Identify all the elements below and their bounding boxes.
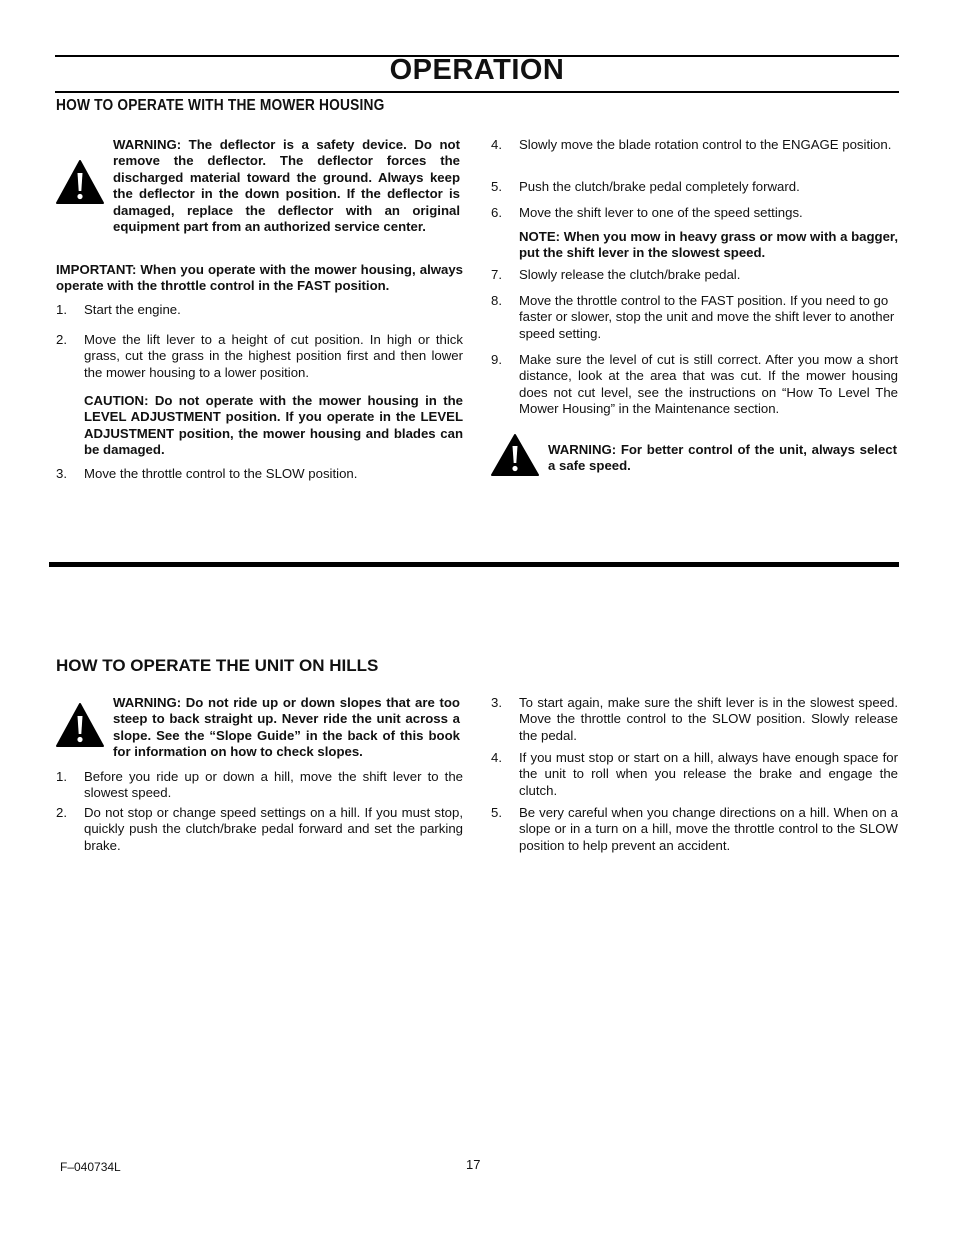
note-heavy-grass: NOTE: When you mow in heavy grass or mow with a bagger, put the shift lever in the slowest speed. (519, 229, 898, 261)
list-item: 4. Slowly move the blade rotation control to the ENGAGE position. (491, 137, 892, 152)
list-item: 5. Push the clutch/brake pedal completely forward. (491, 179, 800, 194)
list-item: 8. Move the throttle control to the FAST position. If you need to go faster or slower, stop the unit and move the shift lever to another speed setting. (491, 293, 895, 341)
list-item: 5. Be very careful when you change directions on a hill. When on a slope or in a turn on a hill, move the throttle control to the SLOW position to help prevent an accident. (491, 805, 898, 853)
list-item: 3. Move the throttle control to the SLOW position. (56, 466, 358, 481)
document-code: F–040734L (60, 1160, 121, 1174)
warning-icon-speed (490, 433, 540, 482)
list-item: 1. Start the engine. (56, 302, 181, 317)
list-item: 4. If you must stop or start on a hill, always have enough space for the unit to roll when you release the brake and engage the clutch. (491, 750, 898, 798)
warning-icon-slopes (55, 702, 105, 753)
section-heading-mower-housing: HOW TO OPERATE WITH THE MOWER HOUSING (56, 97, 385, 114)
section-divider (49, 562, 899, 567)
list-item: 7. Slowly release the clutch/brake pedal. (491, 267, 741, 282)
warning-icon-deflector (55, 159, 105, 210)
list-item: 2. Move the lift lever to a height of cut position. In high or thick grass, cut the grass in the highest position first and then lower the mower housing to a lower position. (56, 332, 463, 380)
warning-slopes-text: WARNING: Do not ride up or down slopes that are too steep to back straight up. Never ride the unit across a slope. See the “Slope Guide” in the back of this book for information on how to check slopes. (113, 695, 460, 760)
warning-triangle-icon (55, 702, 105, 748)
list-item: 6. Move the shift lever to one of the speed settings. (491, 205, 803, 220)
page-title: OPERATION (389, 54, 565, 86)
list-item: 9. Make sure the level of cut is still correct. After you mow a short distance, look at the area that was cut. If the mower housing does not cut level, see the instructions on “How To Level The Mower Housing” in the Maintenance section. (491, 352, 898, 417)
list-item: 3. To start again, make sure the shift lever is in the slowest speed. Move the throttle control to the SLOW position. Slowly release the pedal. (491, 695, 898, 743)
section-heading-hills: HOW TO OPERATE THE UNIT ON HILLS (56, 656, 379, 675)
list-item: 2. Do not stop or change speed settings on a hill. If you must stop, quickly push the clutch/brake pedal forward and set the parking brake. (56, 805, 463, 853)
important-note: IMPORTANT: When you operate with the mower housing, always operate with the throttle control in the FAST position. (56, 262, 463, 294)
warning-triangle-icon (490, 433, 540, 477)
list-item: 1. Before you ride up or down a hill, move the shift lever to the slowest speed. (56, 769, 463, 801)
warning-deflector-text: WARNING: The deflector is a safety device. Do not remove the deflector. The deflector forces the discharged material toward the ground. Always keep the deflector in the down position. If the deflector is damaged, replace the deflector with an original equipment part from an authorized service center. (113, 137, 460, 235)
warning-triangle-icon (55, 159, 105, 205)
page-number: 17 (466, 1157, 481, 1172)
caution-note: CAUTION: Do not operate with the mower housing in the LEVEL ADJUSTMENT position. If you operate in the LEVEL ADJUSTMENT position, the mower housing and blades can be damaged. (84, 393, 463, 458)
title-underline (55, 91, 899, 93)
warning-speed-text: WARNING: For better control of the unit, always select a safe speed. (548, 442, 897, 474)
